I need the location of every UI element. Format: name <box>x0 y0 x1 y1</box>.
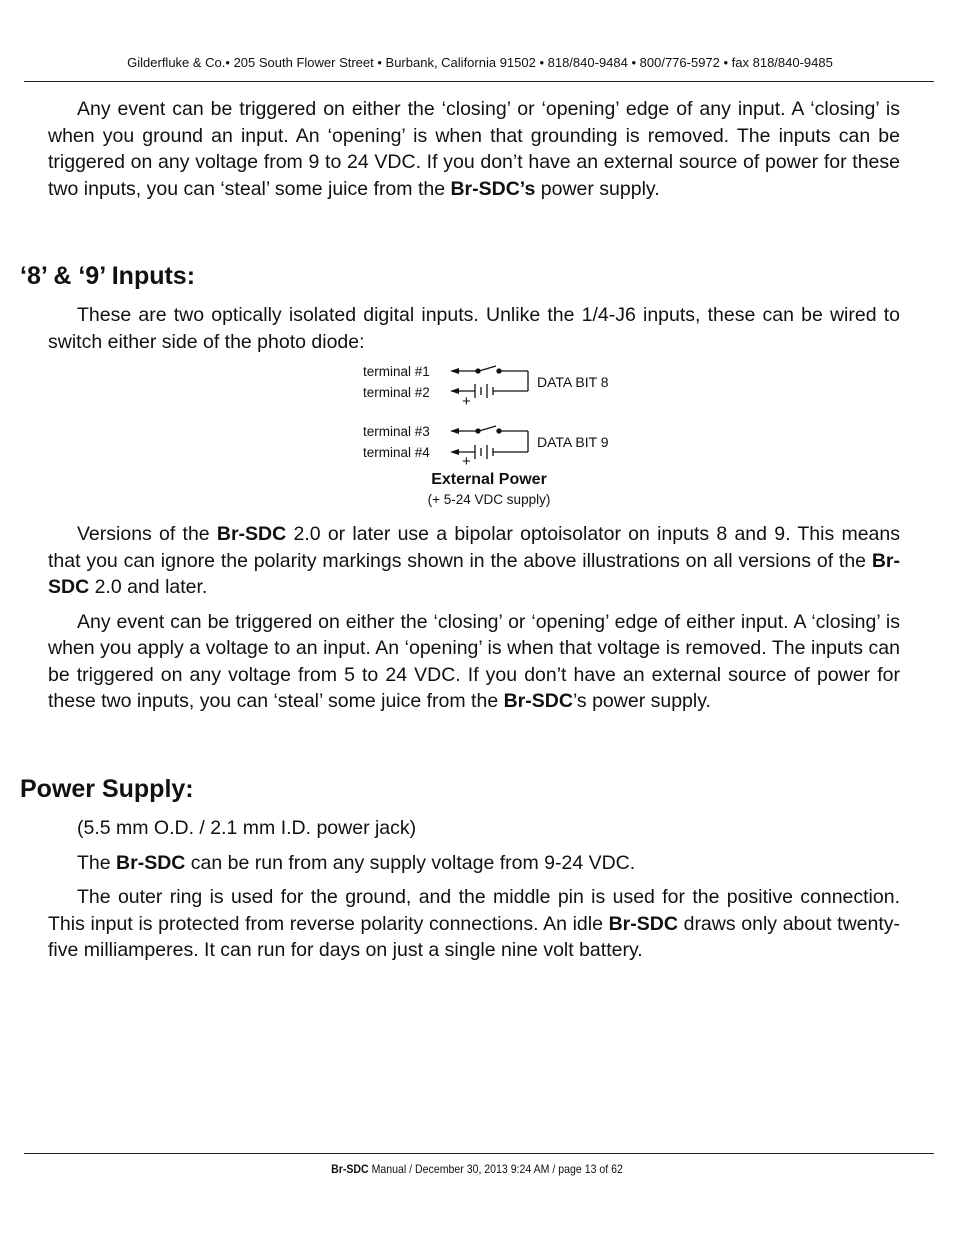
trigger-bold: Br-SDC <box>503 690 573 712</box>
terminal-3-label: terminal #3 <box>363 424 430 439</box>
intro-text-end: power supply. <box>535 177 660 200</box>
external-power-label: External Power <box>431 471 547 488</box>
footer-text: Manual / December 30, 2013 9:24 AM / page 13 of 62 <box>368 1162 623 1176</box>
ring-paragraph <box>48 884 900 964</box>
bipolar-text-3: 2.0 and later. <box>89 576 208 598</box>
external-power-note: (+ 5-24 VDC supply) <box>427 492 551 507</box>
terminal-4-label: terminal #4 <box>363 445 430 460</box>
data-bit-9-label: DATA BIT 9 <box>537 434 609 450</box>
footer-rule <box>24 1153 934 1154</box>
ring-bold: Br-SDC <box>608 912 678 935</box>
voltage-bold: Br-SDC <box>116 851 186 874</box>
terminal-1-label: terminal #1 <box>363 364 430 379</box>
trigger-text-1: Any event can be triggered on either the ‘closing’ or ‘opening’ edge of either input. A ‘closing’ is when you apply a voltage to an input. An ‘opening’ is when that voltage is removed. The inputs can be triggered on any voltage from 5 to 24 VDC. If you don’t have an external source of power for these two inputs, you can ‘steal’ some juice from the <box>48 610 900 712</box>
inputs-details-block <box>48 521 900 715</box>
inputs-heading: ‘8’ & ‘9’ Inputs: <box>20 262 196 290</box>
voltage-paragraph <box>48 850 900 877</box>
inputs-intro-block <box>48 302 900 355</box>
polarity-plus-2: + <box>462 453 471 470</box>
intro-paragraph <box>48 96 900 202</box>
intro-bold-product: Br-SDC’s <box>450 177 536 200</box>
voltage-text-1: The <box>77 851 117 874</box>
trigger-paragraph <box>48 609 900 715</box>
wiring-diagram-svg <box>360 360 640 515</box>
page-footer <box>57 1162 897 1176</box>
header-rule <box>24 81 934 82</box>
bipolar-text-2: 2.0 or later use a bipolar optoisolator on inputs 8 and 9. This means that you can ignore the polarity markings shown in the above illustrations on all versions of the <box>48 523 900 572</box>
data-bit-8-label: DATA BIT 8 <box>537 374 609 390</box>
bipolar-paragraph <box>48 521 900 601</box>
power-jack-paragraph: (5.5 mm O.D. / 2.1 mm I.D. power jack) <box>77 817 417 839</box>
polarity-plus-1: + <box>462 393 471 410</box>
ring-text-2: draws only about twenty-five milliamperes. It can run for days on just a single nine volt battery. <box>48 912 901 961</box>
voltage-text-2: can be run from any supply voltage from 9-24 VDC. <box>185 851 636 874</box>
terminal-2-label: terminal #2 <box>363 385 430 400</box>
power-block <box>48 815 900 964</box>
trigger-text-2: ’s power supply. <box>572 690 711 712</box>
footer-product: Br-SDC <box>331 1162 369 1176</box>
page-header-address: Gilderfluke & Co.• 205 South Flower Street • Burbank, California 91502 • 818/840-9484 • 800/776-5972 • fax 818/840-9485 <box>127 55 833 70</box>
ring-text-1: The outer ring is used for the ground, and the middle pin is used for the positive connection. This input is protected from reverse polarity connections. An idle <box>48 886 900 935</box>
intro-block <box>48 96 900 202</box>
bipolar-text-1: Versions of the <box>77 523 217 545</box>
power-supply-heading: Power Supply: <box>20 775 194 803</box>
wiring-diagram <box>360 360 640 515</box>
bipolar-bold-2: Br-SDC <box>48 549 900 598</box>
intro-text: Any event can be triggered on either the ‘closing’ or ‘opening’ edge of any input. A ‘closing’ is when you ground an input. An ‘opening’ is when that grounding is removed. The inputs can be triggered on any voltage from 9 to 24 VDC. If you don’t have an external source of power for these two inputs, you can ‘steal’ some juice from the <box>48 98 900 200</box>
inputs-intro-paragraph: These are two optically isolated digital inputs. Unlike the 1/4-J6 inputs, these can be wired to switch either side of the photo diode: <box>48 304 900 353</box>
bipolar-bold-1: Br-SDC <box>216 523 287 545</box>
